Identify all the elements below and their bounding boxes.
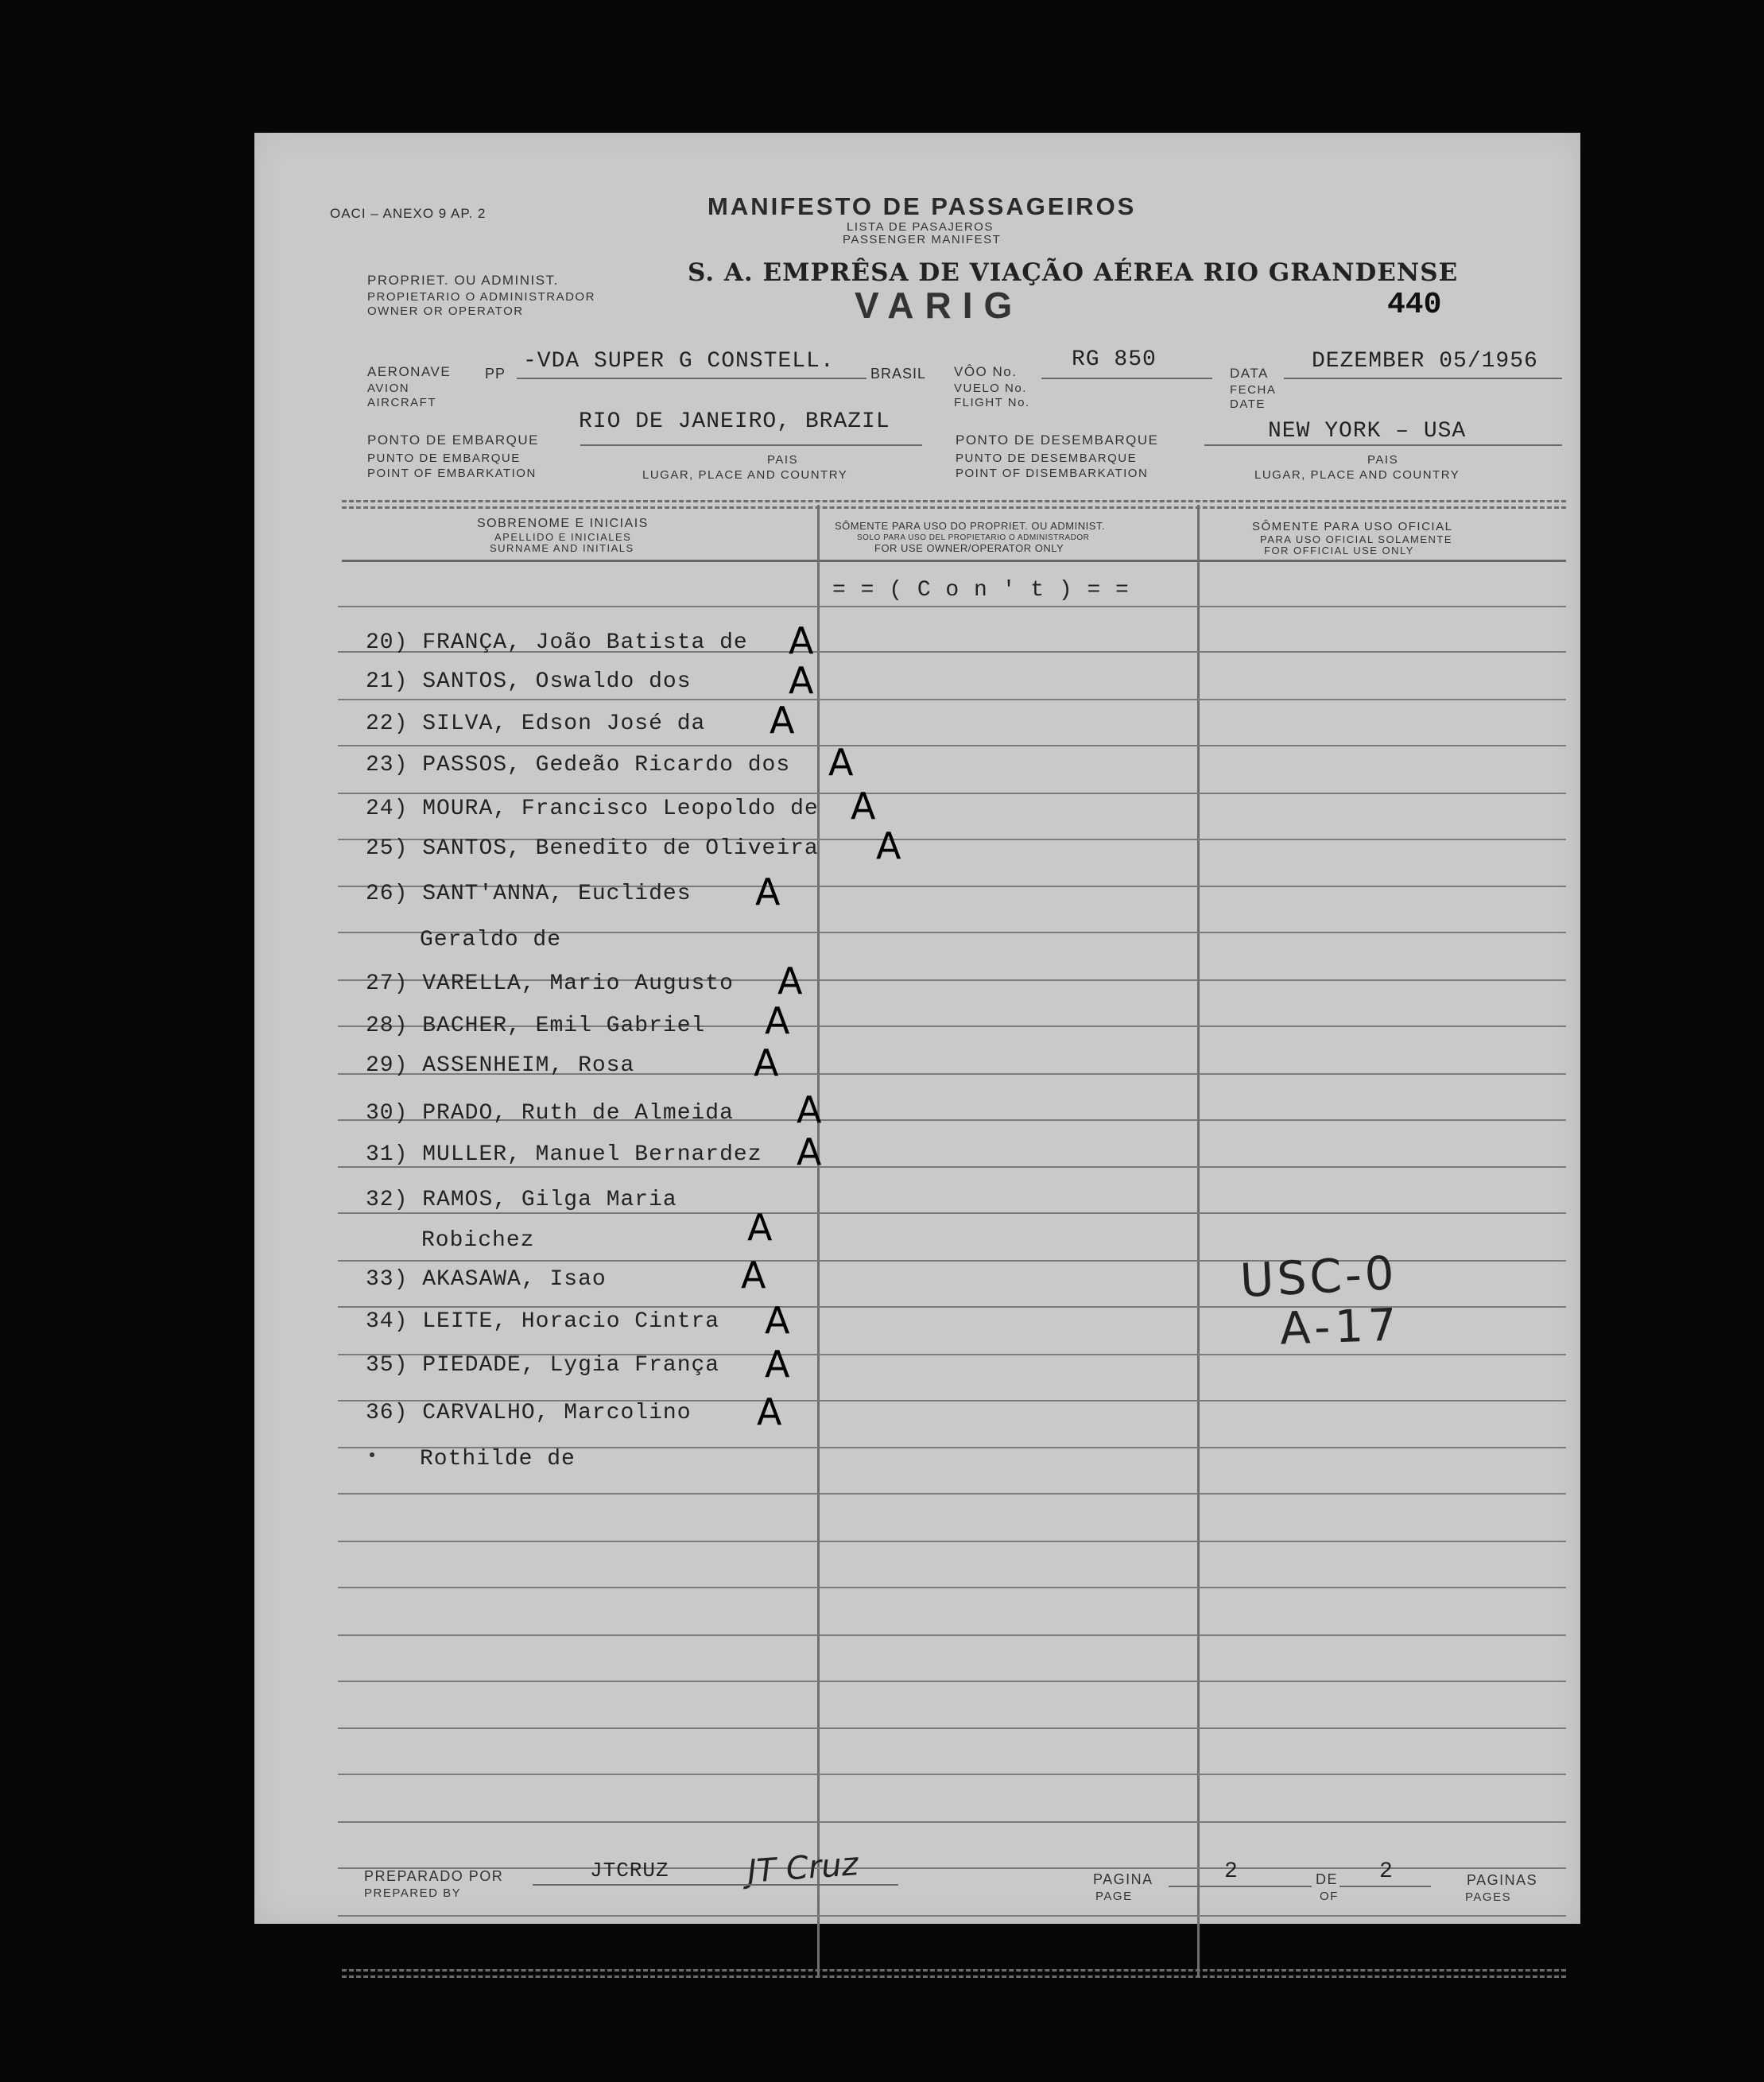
row-line — [338, 1541, 1566, 1542]
passenger-row — [366, 1142, 762, 1167]
of-value: 2 — [1379, 1859, 1394, 1884]
passenger-row — [366, 1101, 734, 1126]
passenger-row — [421, 1228, 534, 1253]
manifest-document — [254, 133, 1580, 1924]
passenger-given-name: Oswaldo dos — [535, 669, 692, 694]
row-line — [338, 1493, 1566, 1495]
document-title: MANIFESTO DE PASSAGEIROS — [708, 192, 1137, 220]
page-underline — [1169, 1886, 1312, 1887]
passenger-row — [366, 630, 748, 655]
passenger-row — [366, 882, 692, 906]
annex-label: OACI – ANEXO 9 AP. 2 — [330, 206, 487, 221]
passenger-surname: SANTOS, — [422, 836, 521, 861]
passenger-number: 33) — [366, 1267, 409, 1292]
passenger-given-name: Mario Augusto — [549, 971, 734, 996]
embark-label: PONTO DE EMBARQUE — [367, 432, 539, 448]
title-spanish: LISTA DE PASAJEROS — [847, 220, 994, 234]
passenger-given-name: Gilga Maria — [521, 1188, 677, 1212]
page-number: 440 — [1387, 288, 1442, 322]
passenger-surname: RAMOS, — [422, 1188, 508, 1212]
passenger-surname: SILVA, — [422, 711, 508, 736]
page-label: PAGINA — [1093, 1871, 1153, 1887]
handwritten-a-mark: A — [789, 619, 814, 662]
aircraft-prefix: PP — [485, 366, 506, 382]
passenger-number: 31) — [366, 1142, 409, 1167]
row-line — [338, 1634, 1566, 1636]
passenger-row — [366, 836, 819, 861]
passenger-surname: SANT'ANNA, — [422, 882, 564, 906]
pages-label: PAGINAS — [1467, 1872, 1538, 1888]
row-line — [338, 1681, 1566, 1682]
col1-header-2: APELLIDO E INICIALES — [494, 531, 632, 543]
passenger-surname: PASSOS, — [422, 753, 521, 777]
flight-label-en: FLIGHT No. — [954, 396, 1030, 409]
flight-value: RG 850 — [1072, 347, 1157, 372]
col3-header-2: PARA USO OFICIAL SOLAMENTE — [1260, 533, 1452, 545]
passenger-row — [366, 1053, 634, 1078]
passenger-given-name: João Batista de — [535, 630, 748, 655]
passenger-given-name: Emil Gabriel — [535, 1014, 706, 1038]
passenger-number: 24) — [366, 797, 409, 821]
passenger-surname: CARVALHO, — [422, 1401, 550, 1425]
table-header-bottom — [342, 560, 1566, 562]
continued-marker: = = ( C o n ' t ) = = — [832, 578, 1130, 603]
disembark-value: NEW YORK – USA — [1268, 419, 1467, 444]
table-bottom-rule — [342, 1969, 1566, 1972]
col3-header-3: FOR OFFICIAL USE ONLY — [1264, 545, 1414, 556]
col1-header-3: SURNAME AND INITIALS — [490, 542, 634, 554]
passenger-surname: PIEDADE, — [422, 1353, 536, 1378]
passenger-surname: PRADO, — [422, 1101, 508, 1126]
passenger-given-name: Rosa — [578, 1053, 635, 1078]
handwritten-a-mark: A — [797, 1088, 822, 1131]
date-label-en: DATE — [1230, 397, 1266, 411]
passenger-number: 36) — [366, 1401, 409, 1425]
passenger-surname: ASSENHEIM, — [422, 1053, 564, 1078]
row-line — [338, 745, 1566, 746]
passenger-row — [366, 1188, 677, 1212]
passenger-row — [420, 928, 561, 952]
passenger-surname: BACHER, — [422, 1014, 521, 1038]
aircraft-value: -VDA SUPER G CONSTELL. — [523, 349, 835, 374]
passenger-given-name: Gedeão Ricardo dos — [535, 753, 791, 777]
handwritten-a-mark: A — [851, 785, 876, 828]
passenger-row — [366, 1267, 607, 1292]
passenger-given-name-continued: Robichez — [421, 1228, 535, 1253]
row-line — [338, 1774, 1566, 1775]
prepared-label: PREPARADO POR — [364, 1868, 504, 1884]
passenger-number: 21) — [366, 669, 409, 694]
passenger-row — [366, 1014, 705, 1038]
passenger-number: 20) — [366, 630, 409, 655]
col2-header-1: SÔMENTE PARA USO DO PROPRIET. OU ADMINIST. — [835, 520, 1106, 532]
passenger-number: 25) — [366, 836, 409, 861]
aircraft-label-es: AVION — [367, 382, 410, 395]
aircraft-underline — [517, 378, 866, 379]
prepared-underline — [533, 1884, 898, 1886]
owner-label-2: PROPIETARIO O ADMINISTRADOR — [367, 290, 595, 304]
passenger-surname: FRANÇA, — [422, 630, 521, 655]
passenger-given-name: Ruth de Almeida — [521, 1101, 734, 1126]
embark-country-label: PAIS — [767, 453, 799, 467]
date-label-es: FECHA — [1230, 383, 1277, 397]
row-line — [338, 606, 1566, 607]
flight-underline — [1041, 378, 1212, 379]
official-note-2: A-17 — [1278, 1299, 1402, 1355]
date-label: DATA — [1230, 366, 1269, 381]
handwritten-a-mark: A — [754, 1041, 779, 1084]
col3-header-1: SÔMENTE PARA USO OFICIAL — [1252, 520, 1453, 533]
embark-value: RIO DE JANEIRO, BRAZIL — [579, 409, 890, 434]
column-divider-2 — [1197, 505, 1200, 1977]
handwritten-a-mark: A — [777, 960, 803, 1002]
owner-label-3: OWNER OR OPERATOR — [367, 304, 524, 318]
passenger-row — [366, 669, 692, 694]
dot-mark — [370, 1452, 374, 1457]
passenger-surname: AKASAWA, — [422, 1267, 536, 1292]
handwritten-a-mark: A — [770, 699, 795, 742]
col2-header-2: SOLO PARA USO DEL PROPIETARIO O ADMINISTRADOR — [857, 533, 1090, 542]
date-underline — [1284, 378, 1562, 379]
passenger-row — [366, 971, 734, 996]
passenger-given-name: Francisco Leopoldo de — [521, 797, 819, 821]
pages-label-en: PAGES — [1465, 1890, 1512, 1904]
handwritten-a-mark: A — [765, 999, 790, 1042]
passenger-surname: MULLER, — [422, 1142, 521, 1167]
company-name: S. A. EMPRÊSA DE VIAÇÃO AÉREA RIO GRANDENSE — [688, 258, 1459, 287]
prepared-value: JTCRUZ — [590, 1859, 669, 1882]
handwritten-a-mark: A — [741, 1254, 766, 1297]
handwritten-a-mark: A — [757, 1390, 782, 1433]
row-line — [338, 1821, 1566, 1823]
aircraft-label-en: AIRCRAFT — [367, 396, 436, 409]
disembark-label: PONTO DE DESEMBARQUE — [956, 432, 1159, 448]
of-label-en: OF — [1320, 1890, 1339, 1903]
official-note-1: USC-0 — [1239, 1245, 1399, 1309]
passenger-row — [366, 1309, 719, 1334]
passenger-number: 34) — [366, 1309, 409, 1334]
page-label-en: PAGE — [1095, 1890, 1133, 1903]
handwritten-a-mark: A — [747, 1206, 773, 1249]
preparer-signature: JT Cruz — [746, 1846, 860, 1890]
embark-underline — [580, 444, 922, 446]
passenger-row — [366, 753, 790, 777]
passenger-number: 29) — [366, 1053, 409, 1078]
registry-label: BRASIL — [870, 366, 927, 382]
passenger-given-name: Benedito de Oliveira — [535, 836, 819, 861]
passenger-number: 27) — [366, 971, 409, 996]
embark-label-es: PUNTO DE EMBARQUE — [367, 452, 521, 465]
disembark-country-label: PAIS — [1367, 453, 1399, 467]
passenger-row — [420, 1447, 576, 1471]
passenger-surname: VARELLA, — [422, 971, 536, 996]
passenger-given-name: Euclides — [578, 882, 692, 906]
col2-header-3: FOR USE OWNER/OPERATOR ONLY — [874, 542, 1064, 554]
table-top-rule-2 — [342, 506, 1566, 509]
passenger-given-name: Isao — [549, 1267, 607, 1292]
owner-label-1: PROPRIET. OU ADMINIST. — [367, 273, 559, 288]
passenger-number: 35) — [366, 1353, 409, 1378]
handwritten-a-mark: A — [765, 1343, 790, 1386]
row-line — [338, 793, 1566, 794]
handwritten-a-mark: A — [828, 741, 854, 784]
disembark-place-label: LUGAR, PLACE AND COUNTRY — [1254, 468, 1460, 482]
passenger-given-name-continued: Rothilde de — [420, 1447, 576, 1471]
handwritten-a-mark: A — [876, 824, 901, 867]
page-value: 2 — [1224, 1859, 1239, 1884]
disembark-label-en: POINT OF DISEMBARKATION — [956, 467, 1149, 480]
passenger-given-name: Edson José da — [521, 711, 706, 736]
flight-label-es: VUELO No. — [954, 382, 1027, 395]
passenger-surname: SANTOS, — [422, 669, 521, 694]
passenger-row — [366, 1353, 719, 1378]
handwritten-a-mark: A — [755, 870, 781, 913]
passenger-surname: MOURA, — [422, 797, 508, 821]
of-label: DE — [1316, 1871, 1339, 1887]
column-divider-1 — [817, 505, 820, 1977]
date-value: DEZEMBER 05/1956 — [1312, 349, 1538, 374]
disembark-underline — [1204, 444, 1562, 446]
passenger-number: 28) — [366, 1014, 409, 1038]
disembark-label-es: PUNTO DE DESEMBARQUE — [956, 452, 1138, 465]
aircraft-label: AERONAVE — [367, 364, 452, 379]
embark-label-en: POINT OF EMBARKATION — [367, 467, 537, 480]
passenger-given-name: Marcolino — [564, 1401, 692, 1425]
passenger-given-name: Manuel Bernardez — [535, 1142, 762, 1167]
prepared-label-en: PREPARED BY — [364, 1886, 462, 1900]
passenger-row — [366, 797, 819, 821]
row-line — [338, 699, 1566, 700]
passenger-row — [366, 1401, 692, 1425]
embark-place-label: LUGAR, PLACE AND COUNTRY — [642, 468, 848, 482]
row-line — [338, 1727, 1566, 1729]
passenger-number: 32) — [366, 1188, 409, 1212]
handwritten-a-mark: A — [789, 659, 814, 702]
row-line — [338, 1587, 1566, 1588]
row-line — [338, 1212, 1566, 1214]
handwritten-a-mark: A — [765, 1299, 790, 1342]
passenger-row — [366, 711, 705, 736]
title-english: PASSENGER MANIFEST — [843, 233, 1002, 246]
col1-header-1: SOBRENOME E INICIAIS — [477, 517, 649, 530]
handwritten-a-mark: A — [797, 1130, 822, 1173]
row-line — [338, 1915, 1566, 1917]
table-bottom-rule-2 — [342, 1975, 1566, 1978]
table-top-rule — [342, 500, 1566, 502]
flight-label: VÔO No. — [954, 364, 1018, 379]
passenger-number: 26) — [366, 882, 409, 906]
passenger-given-name: Horacio Cintra — [521, 1309, 720, 1334]
of-underline — [1339, 1886, 1431, 1887]
airline-name: VARIG — [855, 285, 1024, 326]
passenger-number: 30) — [366, 1101, 409, 1126]
passenger-number: 22) — [366, 711, 409, 736]
passenger-surname: LEITE, — [422, 1309, 508, 1334]
passenger-number: 23) — [366, 753, 409, 777]
passenger-given-name: Lygia França — [549, 1353, 720, 1378]
passenger-given-name-continued: Geraldo de — [420, 928, 562, 952]
